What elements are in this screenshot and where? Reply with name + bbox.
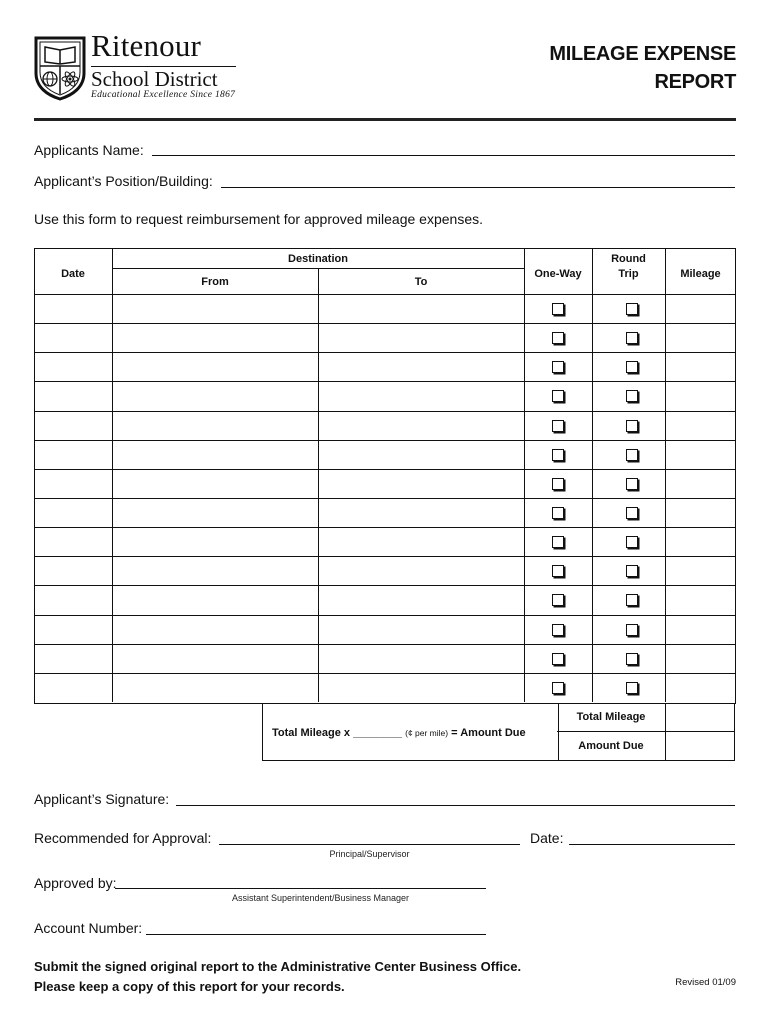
round-trip-checkbox[interactable] bbox=[626, 565, 638, 577]
mileage-cell[interactable] bbox=[665, 673, 736, 702]
date-field[interactable] bbox=[569, 844, 735, 845]
recommended-field[interactable] bbox=[219, 844, 520, 845]
one-way-checkbox[interactable] bbox=[552, 536, 564, 548]
from-cell[interactable] bbox=[112, 352, 318, 381]
to-cell[interactable] bbox=[318, 585, 524, 614]
date-cell[interactable] bbox=[34, 440, 112, 469]
mileage-cell[interactable] bbox=[665, 294, 736, 323]
date-cell[interactable] bbox=[34, 469, 112, 498]
mileage-cell[interactable] bbox=[665, 440, 736, 469]
one-way-checkbox[interactable] bbox=[552, 507, 564, 519]
to-cell[interactable] bbox=[318, 673, 524, 702]
one-way-checkbox[interactable] bbox=[552, 478, 564, 490]
table-row bbox=[34, 352, 736, 381]
round-trip-checkbox[interactable] bbox=[626, 478, 638, 490]
to-cell[interactable] bbox=[318, 556, 524, 585]
col-roundtrip-header bbox=[592, 252, 665, 282]
mileage-cell[interactable] bbox=[665, 527, 736, 556]
applicant-name-label: Applicants Name: bbox=[34, 142, 144, 158]
table-row bbox=[34, 556, 736, 585]
table-row bbox=[34, 469, 736, 498]
one-way-checkbox[interactable] bbox=[552, 594, 564, 606]
mileage-cell[interactable] bbox=[665, 585, 736, 614]
date-cell[interactable] bbox=[34, 411, 112, 440]
title-line-1: MILEAGE EXPENSE bbox=[549, 43, 736, 65]
one-way-checkbox[interactable] bbox=[552, 565, 564, 577]
to-cell[interactable] bbox=[318, 323, 524, 352]
table-row bbox=[34, 498, 736, 527]
signature-label: Applicant’s Signature: bbox=[34, 791, 170, 807]
date-cell[interactable] bbox=[34, 644, 112, 673]
table-row bbox=[34, 411, 736, 440]
one-way-checkbox[interactable] bbox=[552, 420, 564, 432]
mileage-cell[interactable] bbox=[665, 469, 736, 498]
one-way-checkbox[interactable] bbox=[552, 682, 564, 694]
destination-divider bbox=[112, 268, 524, 269]
table-row bbox=[34, 527, 736, 556]
org-name: Ritenour bbox=[91, 28, 202, 63]
one-way-checkbox[interactable] bbox=[552, 303, 564, 315]
from-cell[interactable] bbox=[112, 323, 318, 352]
footer-line-2: Please keep a copy of this report for your records. bbox=[34, 979, 345, 994]
date-cell[interactable] bbox=[34, 498, 112, 527]
org-tagline: Educational Excellence Since 1867 bbox=[91, 90, 236, 100]
position-building-label: Applicant’s Position/Building: bbox=[34, 173, 213, 189]
table-row bbox=[34, 673, 736, 702]
date-label: Date: bbox=[530, 830, 564, 846]
round-trip-checkbox[interactable] bbox=[626, 624, 638, 636]
amount-due-label: Amount Due bbox=[578, 740, 644, 752]
to-cell[interactable] bbox=[318, 527, 524, 556]
table-row bbox=[34, 615, 736, 644]
from-cell[interactable] bbox=[112, 440, 318, 469]
one-way-checkbox[interactable] bbox=[552, 332, 564, 344]
col-date-header: Date bbox=[61, 268, 85, 280]
date-cell[interactable] bbox=[34, 556, 112, 585]
table-row bbox=[34, 294, 736, 323]
header-divider bbox=[34, 118, 736, 121]
mileage-cell[interactable] bbox=[665, 556, 736, 585]
page-title bbox=[549, 40, 736, 96]
col-destination-header: Destination bbox=[288, 253, 348, 265]
round-trip-checkbox[interactable] bbox=[626, 653, 638, 665]
round-trip-checkbox[interactable] bbox=[626, 536, 638, 548]
col-to-header: To bbox=[414, 276, 428, 288]
position-building-field[interactable] bbox=[221, 187, 735, 188]
mileage-cell[interactable] bbox=[665, 498, 736, 527]
total-mileage-field[interactable] bbox=[666, 703, 734, 731]
intro-text: Use this form to request reimbursement for approved mileage expenses. bbox=[34, 211, 483, 227]
footer-line-1: Submit the signed original report to the Administrative Center Business Office. bbox=[34, 959, 522, 974]
date-cell[interactable] bbox=[34, 527, 112, 556]
mileage-cell[interactable] bbox=[665, 615, 736, 644]
title-line-2: REPORT bbox=[654, 71, 736, 93]
to-cell[interactable] bbox=[318, 498, 524, 527]
mileage-table bbox=[34, 248, 736, 704]
to-cell[interactable] bbox=[318, 615, 524, 644]
date-cell[interactable] bbox=[34, 615, 112, 644]
to-cell[interactable] bbox=[318, 352, 524, 381]
table-row bbox=[34, 323, 736, 352]
table-row bbox=[34, 585, 736, 614]
signature-field[interactable] bbox=[176, 805, 735, 806]
round-trip-checkbox[interactable] bbox=[626, 303, 638, 315]
one-way-checkbox[interactable] bbox=[552, 361, 564, 373]
date-cell[interactable] bbox=[34, 381, 112, 410]
principal-caption: Principal/Supervisor bbox=[329, 849, 410, 859]
to-cell[interactable] bbox=[318, 440, 524, 469]
district-logo bbox=[33, 28, 243, 103]
from-cell[interactable] bbox=[112, 411, 318, 440]
one-way-checkbox[interactable] bbox=[552, 390, 564, 402]
col-roundtrip-line1: Round bbox=[611, 253, 646, 265]
table-row bbox=[34, 381, 736, 410]
date-cell[interactable] bbox=[34, 585, 112, 614]
col-from-header: From bbox=[201, 276, 229, 288]
revision-date: Revised 01/09 bbox=[675, 977, 736, 988]
org-district: School District bbox=[91, 67, 218, 91]
table-row bbox=[34, 440, 736, 469]
applicant-name-field[interactable] bbox=[152, 155, 735, 156]
date-cell[interactable] bbox=[34, 352, 112, 381]
totals-section bbox=[262, 703, 736, 761]
from-cell[interactable] bbox=[112, 615, 318, 644]
table-row bbox=[34, 644, 736, 673]
one-way-checkbox[interactable] bbox=[552, 624, 564, 636]
mileage-cell[interactable] bbox=[665, 644, 736, 673]
formula-suffix: = Amount Due bbox=[451, 727, 526, 739]
col-roundtrip-line2: Trip bbox=[618, 268, 639, 280]
round-trip-checkbox[interactable] bbox=[626, 682, 638, 694]
round-trip-checkbox[interactable] bbox=[626, 420, 638, 432]
school-shield-icon bbox=[33, 35, 87, 101]
round-trip-checkbox[interactable] bbox=[626, 449, 638, 461]
col-oneway-header: One-Way bbox=[534, 268, 582, 280]
formula-prefix: Total Mileage x ________ bbox=[272, 727, 403, 739]
mileage-cell[interactable] bbox=[665, 323, 736, 352]
to-cell[interactable] bbox=[318, 469, 524, 498]
from-cell[interactable] bbox=[112, 527, 318, 556]
from-cell[interactable] bbox=[112, 644, 318, 673]
date-cell[interactable] bbox=[34, 323, 112, 352]
to-cell[interactable] bbox=[318, 411, 524, 440]
from-cell[interactable] bbox=[112, 585, 318, 614]
from-cell[interactable] bbox=[112, 556, 318, 585]
round-trip-checkbox[interactable] bbox=[626, 594, 638, 606]
from-cell[interactable] bbox=[112, 469, 318, 498]
from-cell[interactable] bbox=[112, 498, 318, 527]
from-cell[interactable] bbox=[112, 381, 318, 410]
round-trip-checkbox[interactable] bbox=[626, 361, 638, 373]
round-trip-checkbox[interactable] bbox=[626, 507, 638, 519]
one-way-checkbox[interactable] bbox=[552, 653, 564, 665]
round-trip-checkbox[interactable] bbox=[626, 332, 638, 344]
recommended-label: Recommended for Approval: bbox=[34, 830, 212, 846]
to-cell[interactable] bbox=[318, 381, 524, 410]
approved-by-label: Approved by: bbox=[34, 875, 117, 891]
from-cell[interactable] bbox=[112, 294, 318, 323]
from-cell[interactable] bbox=[112, 673, 318, 702]
account-number-label: Account Number: bbox=[34, 920, 143, 936]
assistant-caption: Assistant Superintendent/Business Manager bbox=[231, 893, 410, 903]
mileage-cell[interactable] bbox=[665, 411, 736, 440]
approved-by-field[interactable] bbox=[115, 888, 486, 889]
amount-formula bbox=[272, 727, 526, 739]
col-mileage-header: Mileage bbox=[680, 268, 721, 280]
amount-due-field[interactable] bbox=[666, 732, 734, 760]
to-cell[interactable] bbox=[318, 294, 524, 323]
mileage-cell[interactable] bbox=[665, 381, 736, 410]
date-cell[interactable] bbox=[34, 294, 112, 323]
to-cell[interactable] bbox=[318, 644, 524, 673]
date-cell[interactable] bbox=[34, 673, 112, 702]
mileage-cell[interactable] bbox=[665, 352, 736, 381]
account-number-field[interactable] bbox=[146, 934, 486, 935]
total-mileage-label: Total Mileage bbox=[576, 711, 646, 723]
footer-instructions bbox=[34, 957, 521, 997]
formula-rate: (¢ per mile) bbox=[405, 728, 449, 738]
one-way-checkbox[interactable] bbox=[552, 449, 564, 461]
round-trip-checkbox[interactable] bbox=[626, 390, 638, 402]
